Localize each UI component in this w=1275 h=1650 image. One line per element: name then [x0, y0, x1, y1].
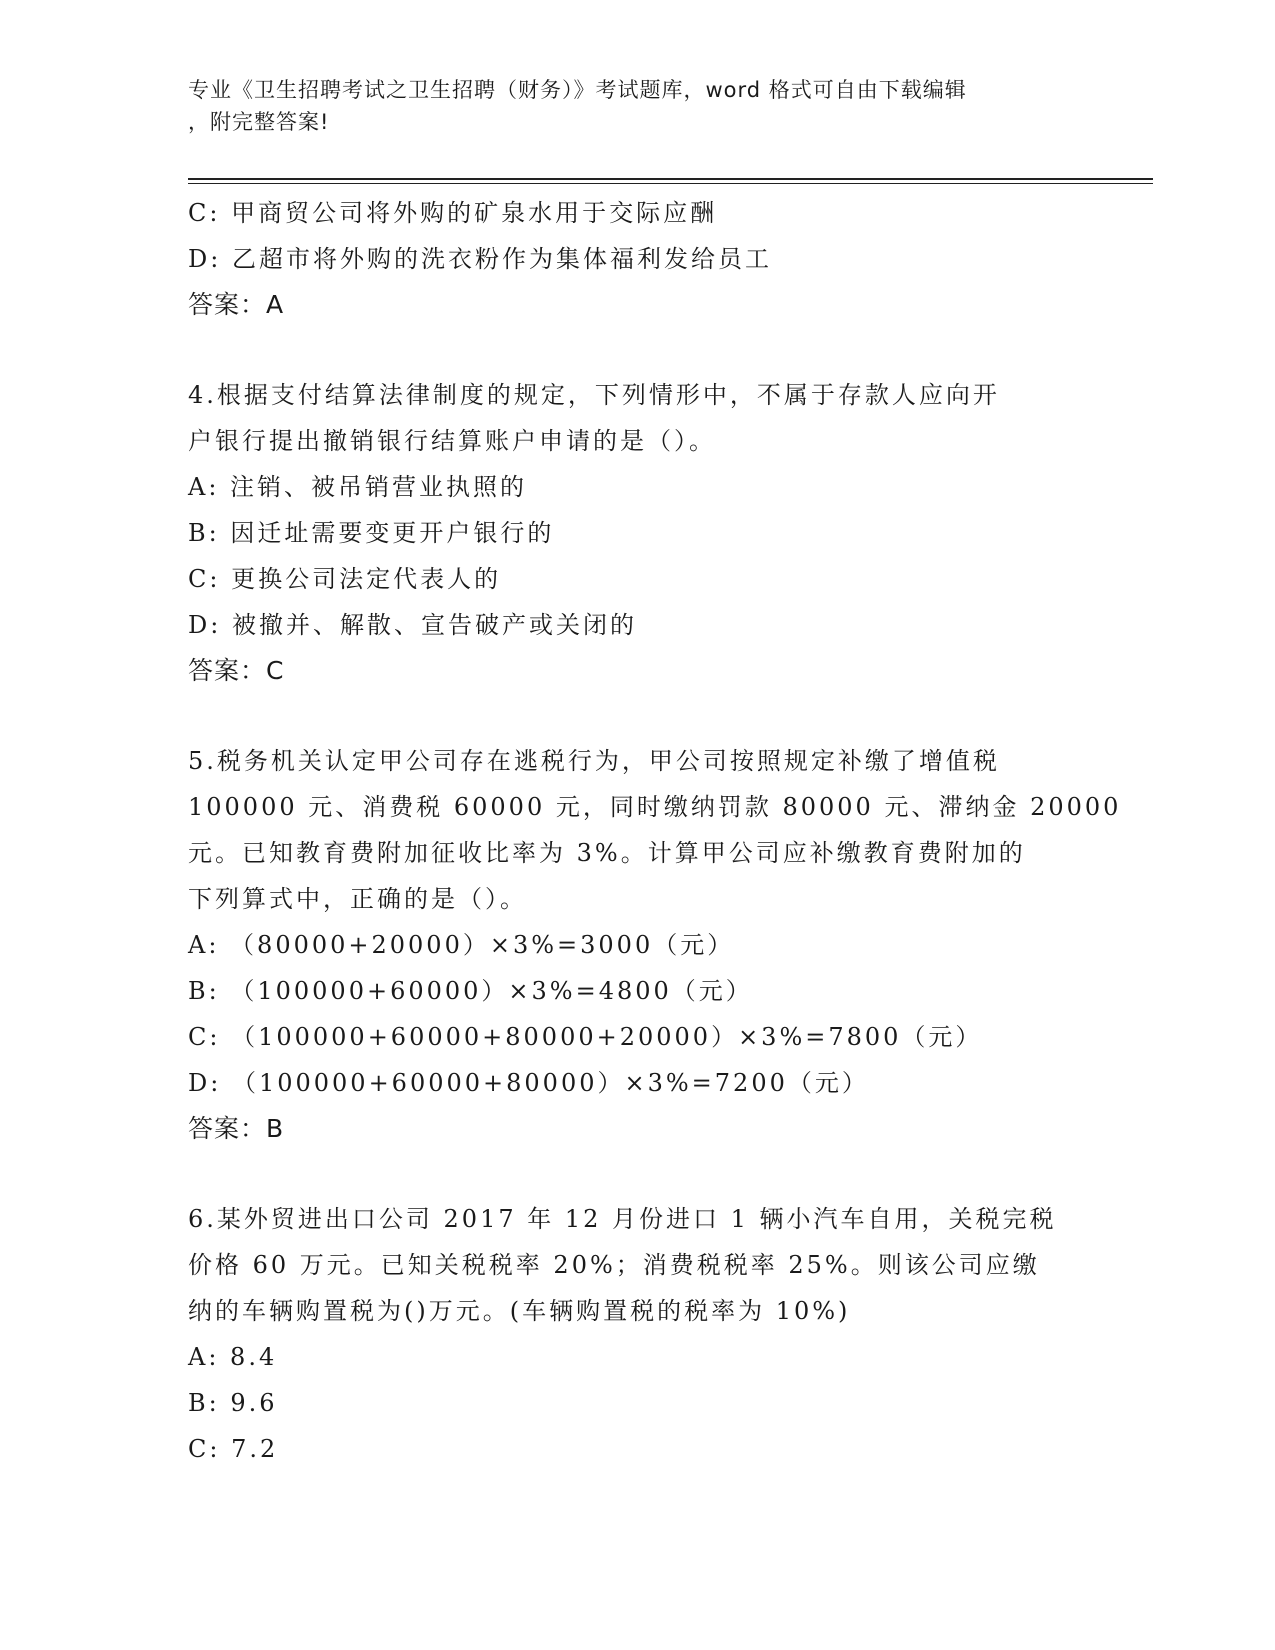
q4-stem-line-2: 户银行提出撤销银行结算账户申请的是（）。 — [188, 427, 716, 455]
q6-stem-line-3: 纳的车辆购置税为()万元。(车辆购置税的税率为 10%) — [188, 1297, 851, 1325]
spacer — [188, 1152, 1088, 1196]
q5-answer: 答案：B — [188, 1114, 285, 1143]
q5-stem-line-3: 元。已知教育费附加征收比率为 3%。计算甲公司应补缴教育费附加的 — [188, 839, 1026, 867]
q3-answer: 答案：A — [188, 290, 285, 319]
header-line-2: ，附完整答案! — [188, 110, 330, 134]
q5-option-a: A: （80000+20000）×3%=3000（元） — [188, 931, 735, 959]
question-list — [188, 190, 1122, 1472]
q3-option-c: C: 甲商贸公司将外购的矿泉水用于交际应酬 — [188, 199, 718, 227]
q5-option-b: B: （100000+60000）×3%=4800（元） — [188, 977, 753, 1005]
q4-answer: 答案：C — [188, 656, 285, 685]
q5-stem-line-2: 100000 元、消费税 60000 元，同时缴纳罚款 80000 元、滞纳金 20000 — [188, 793, 1122, 821]
q5-option-d: D: （100000+60000+80000）×3%=7200（元） — [188, 1069, 869, 1097]
q6-option-a: A: 8.4 — [188, 1343, 278, 1371]
spacer — [188, 694, 1088, 738]
q5-stem-line-1: 5.税务机关认定甲公司存在逃税行为，甲公司按照规定补缴了增值税 — [188, 747, 1000, 775]
q5-stem-line-4: 下列算式中，正确的是（）。 — [188, 885, 527, 913]
q6-stem-line-1: 6.某外贸进出口公司 2017 年 12 月份进口 1 辆小汽车自用，关税完税 — [188, 1205, 1057, 1233]
q5-option-c: C: （100000+60000+80000+20000）×3%=7800（元） — [188, 1023, 983, 1051]
q4-option-c: C: 更换公司法定代表人的 — [188, 565, 502, 593]
question-4 — [188, 372, 1088, 694]
spacer — [188, 328, 1088, 372]
header-line-1: 专业《卫生招聘考试之卫生招聘（财务）》考试题库，word 格式可自由下载编辑 — [188, 78, 967, 102]
q4-option-b: B: 因迁址需要变更开户银行的 — [188, 519, 555, 547]
q6-option-c: C: 7.2 — [188, 1435, 279, 1463]
document-header — [188, 74, 1068, 138]
header-rule-thin — [188, 183, 1153, 184]
q4-option-d: D: 被撤并、解散、宣告破产或关闭的 — [188, 611, 637, 639]
q4-stem-line-1: 4.根据支付结算法律制度的规定，下列情形中，不属于存款人应向开 — [188, 381, 1000, 409]
q4-option-a: A: 注销、被吊销营业执照的 — [188, 473, 528, 501]
q6-option-b: B: 9.6 — [188, 1389, 278, 1417]
q6-stem-line-2: 价格 60 万元。已知关税税率 20%；消费税税率 25%。则该公司应缴 — [188, 1251, 1040, 1279]
header-rule-thick — [188, 178, 1153, 180]
q3-option-d: D: 乙超市将外购的洗衣粉作为集体福利发给员工 — [188, 245, 772, 273]
question-6 — [188, 1196, 1088, 1472]
question-5 — [188, 738, 1122, 1152]
question-3 — [188, 190, 1088, 328]
